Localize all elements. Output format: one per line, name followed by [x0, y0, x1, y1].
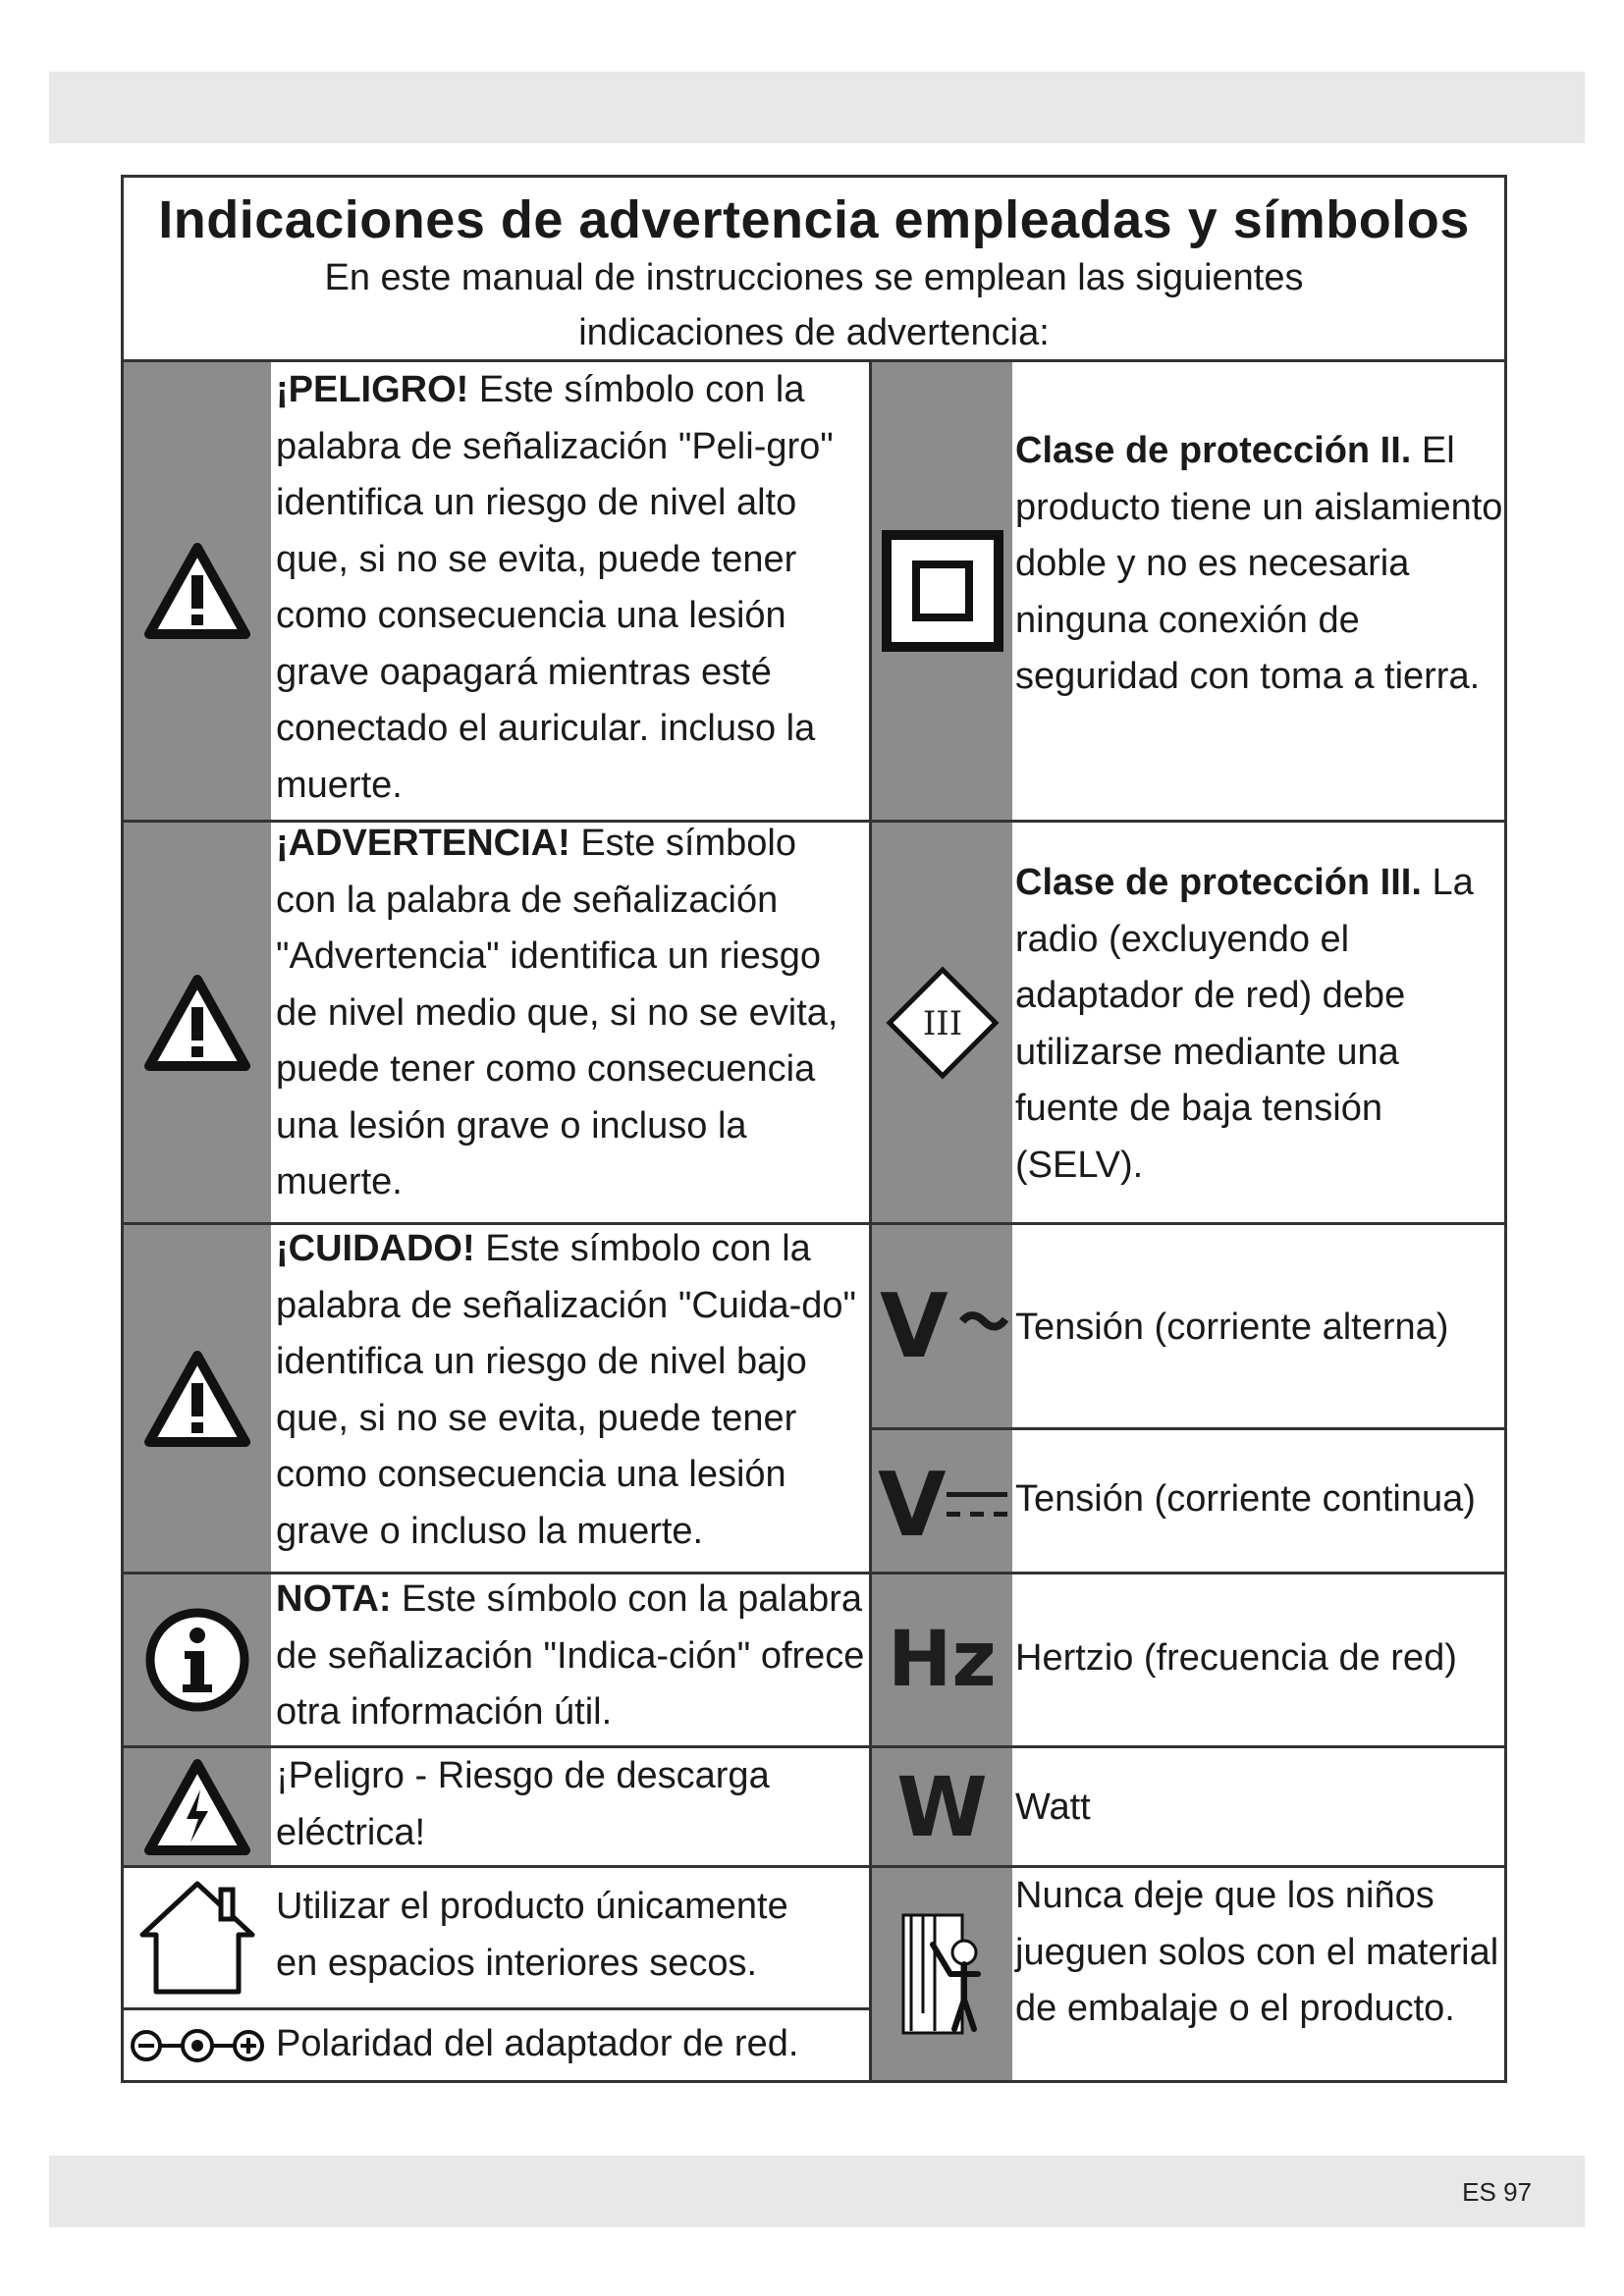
protection-class-2-icon [879, 527, 1006, 655]
row-divider [124, 820, 1504, 823]
left-row-4: ¡Peligro - Riesgo de descarga eléctrica! [276, 1755, 770, 1853]
icon-cell [124, 362, 271, 820]
icon-cell [872, 362, 1012, 820]
right-row-2: Tensión (corriente alterna) [1015, 1307, 1449, 1348]
right-row-6: Nunca deje que los niños jueguen solos con el material de embalaje o el producto. [1015, 1875, 1499, 2029]
symbols-table [121, 175, 1507, 2083]
warning-triangle-icon [143, 974, 251, 1072]
icon-cell [124, 1868, 271, 2007]
polarity-icon [129, 2026, 266, 2065]
page-number: ES 97 [1462, 2177, 1532, 2207]
ac-voltage-icon [876, 1282, 1008, 1370]
icon-cell [872, 1225, 1012, 1427]
icon-cell [124, 1748, 271, 1865]
warning-triangle-icon [143, 1350, 251, 1448]
right-row-1: Clase de protección III. La radio (excluyendo el adaptador de red) debe utilizarse mediante una fuente de baja tensión (SELV). [1015, 862, 1474, 1186]
svg-text:V: V [878, 1457, 947, 1545]
row-divider [872, 1427, 1504, 1430]
right-row-0: Clase de protección II. El producto tiene un aislamiento doble y no es necesaria ninguna conexión de seguridad con toma a tierra. [1015, 430, 1503, 697]
icon-cell [872, 1748, 1012, 1865]
icon-cell [124, 1225, 271, 1572]
top-band [49, 72, 1585, 143]
row-divider [124, 1745, 1504, 1748]
protection-class-3-icon [884, 964, 1001, 1082]
row-divider [124, 2007, 869, 2010]
left-row-2: ¡CUIDADO! Este símbolo con la palabra de señalización "Cuida-do" identifica un riesgo de nivel bajo que, si no se evita, puede tener como consecuencia una lesión grave o incluso la muerte. [276, 1228, 857, 1552]
icon-cell [124, 823, 271, 1222]
icon-cell [872, 1868, 1012, 2080]
icon-cell [872, 823, 1012, 1222]
intro-text: En este manual de instrucciones se emplean las siguientes indicaciones de advertencia: [324, 257, 1304, 353]
row-divider [124, 1572, 1504, 1575]
left-row-6: Polaridad del adaptador de red. [276, 2023, 799, 2064]
row-divider [124, 1222, 1504, 1225]
left-row-1: ¡ADVERTENCIA! Este símbolo con la palabra de señalización "Advertencia" identifica un riesgo de nivel medio que, si no se evita, puede tener como consecuencia una lesión grave o incluso la muerte. [276, 823, 839, 1202]
bottom-band [49, 2156, 1585, 2227]
right-row-3: Tensión (corriente continua) [1015, 1478, 1476, 1520]
electric-shock-warning-icon [143, 1758, 251, 1856]
right-row-5: Watt [1015, 1787, 1091, 1828]
icon-cell [872, 1430, 1012, 1572]
warning-triangle-icon [143, 542, 251, 640]
icon-cell [124, 1575, 271, 1745]
watt-icon: W [896, 1758, 988, 1855]
child-packaging-icon [893, 1905, 992, 2043]
hertz-icon: Hz [888, 1616, 997, 1704]
column-divider [869, 359, 872, 2080]
right-row-4: Hertzio (frecuencia de red) [1015, 1637, 1457, 1679]
left-row-3: NOTA: Este símbolo con la palabra de señalización "Indica-ción" ofrece otra información útil. [276, 1578, 865, 1733]
house-icon [136, 1876, 258, 2000]
row-divider [124, 1865, 1504, 1868]
icon-cell [124, 2010, 271, 2080]
svg-text:III: III [922, 1003, 962, 1043]
dc-voltage-icon [876, 1457, 1008, 1545]
left-row-0: ¡PELIGRO! Este símbolo con la palabra de señalización "Peli-gro" identifica un riesgo de nivel alto que, si no se evita, puede tener como consecuencia una lesión grave oapagará mientras esté conectado el auricular. incluso la muerte. [276, 369, 834, 806]
left-row-5: Utilizar el producto únicamente en espacios interiores secos. [276, 1886, 788, 1984]
svg-text:V: V [880, 1282, 948, 1370]
info-icon [143, 1606, 251, 1714]
icon-cell [872, 1575, 1012, 1745]
table-header [124, 178, 1504, 362]
page-title: Indicaciones de advertencia empleadas y símbolos [158, 190, 1470, 249]
